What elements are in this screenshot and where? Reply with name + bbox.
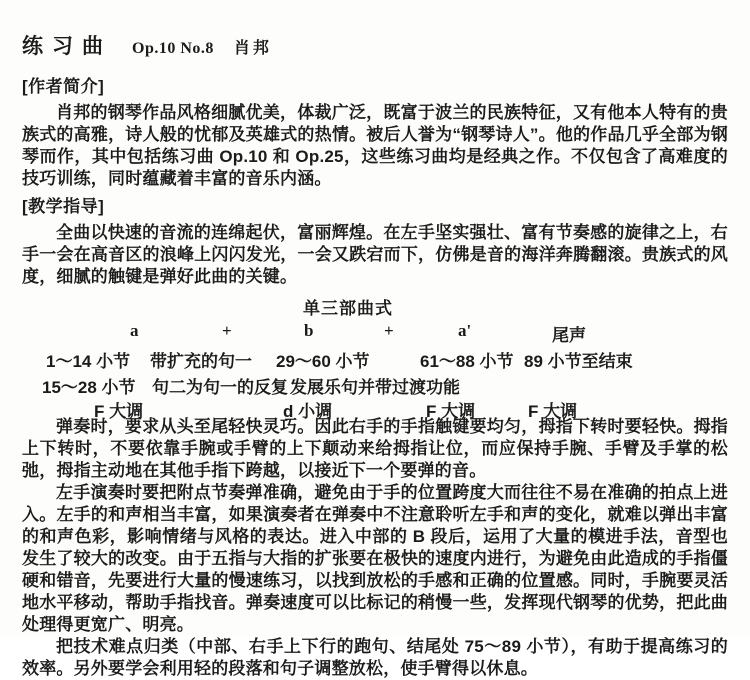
phrase-measures-a2: 15～28 小节 <box>42 378 136 397</box>
measures-a-note: 带扩充的句一 <box>150 352 252 371</box>
key-b: d 小调 <box>283 402 333 421</box>
form-section-b: b <box>304 321 314 340</box>
key-a-prime: F 大调 <box>426 402 476 421</box>
paragraph-overview: 全曲以快速的音流的连绵起伏，富丽辉煌。在左手坚实强壮、富有节奏感的旋律之上，右手一会在高音区的浪峰上闪闪发光，一会又跌宕而下，仿佛是音的海洋奔腾翻滚。贵族式的风度，细腻的触键是弹好此曲的关键。 <box>22 223 728 286</box>
form-plus-sign-1: + <box>222 321 232 340</box>
paragraph-right-hand-technique: 弹奏时，要求从头至尾轻快灵巧。因此右手的手指触键要均匀，拇指下转时要轻快。拇指上下转时，不要依靠手腕或手臂的上下颠动来给拇指让位，而应保持手腕、手臂及手掌的松弛，拇指主动地在其他手指下跨越，以接近下一个要弹的音。 <box>22 417 728 480</box>
key-a: F 大调 <box>94 402 144 421</box>
form-plus-sign-2: + <box>384 321 394 340</box>
form-section-a: a <box>130 321 139 340</box>
section-heading-author-intro: [作者简介] <box>22 77 105 96</box>
phrase-note-a2: 句二为句一的反复 <box>152 378 288 397</box>
measures-a: 1～14 小节 <box>46 352 131 371</box>
form-section-a-prime: a' <box>458 321 472 340</box>
section-heading-teaching-guide: [教学指导] <box>22 197 105 216</box>
measures-coda: 89 小节至结束 <box>524 352 633 371</box>
measures-a-prime: 61～88 小节 <box>420 352 514 371</box>
opus-number: Op.10 No.8 <box>132 40 214 57</box>
piece-title: 练习曲 <box>22 35 112 58</box>
phrase-note-b: 发展乐句并带过渡功能 <box>290 378 460 397</box>
paragraph-left-hand-and-middle-section: 左手演奏时要把附点节奏弹准确，避免由于手的位置跨度大而往往不易在准确的拍点上进入。左手的和声相当丰富，如果演奏者在弹奏中不注意聆听左手和声的变化，就难以弹出丰富的和声色彩，影响情绪与风格的表达。进入中部的 B 段后，运用了大量的模进手法，音型也发生了较大的改变。由于五指与大指的扩张要在极快的速度内进行，为避免由此造成的手指僵硬和错音，先要进行大量的慢速练习，以找到放松的手感和正确的位置感。同时，手腕要灵活地水平移动，帮助手指找音。弹奏速度可以比标记的稍慢一些，发挥现代钢琴的优势，把此曲处理得更宽广、明亮。 <box>22 483 728 634</box>
key-coda: F 大调 <box>528 402 578 421</box>
paragraph-practice-tips: 把技术难点归类（中部、右手上下行的跑句、结尾处 75～89 小节），有助于提高练习的效率。另外要学会利用轻的段落和句子调整放松，使手臂得以休息。 <box>22 637 728 678</box>
document-title-row <box>22 30 728 60</box>
form-diagram-title: 单三部曲式 <box>303 299 393 318</box>
composer-name: 肖邦 <box>233 40 272 57</box>
form-section-coda: 尾声 <box>552 326 586 345</box>
form-structure-diagram <box>22 294 728 421</box>
paragraph-author-intro: 肖邦的钢琴作品风格细腻优美，体裁广泛，既富于波兰的民族特征，又有他本人特有的贵族式的高雅，诗人般的忧郁及英雄式的热情。被后人誉为“钢琴诗人”。他的作品几乎全部为钢琴而作，其中包括练习曲 Op.10 和 Op.25，这些练习曲均是经典之作。不仅包含了高难度的技巧训练，同时蕴藏着丰富的音乐内涵。 <box>22 103 728 188</box>
measures-b: 29～60 小节 <box>276 352 370 371</box>
